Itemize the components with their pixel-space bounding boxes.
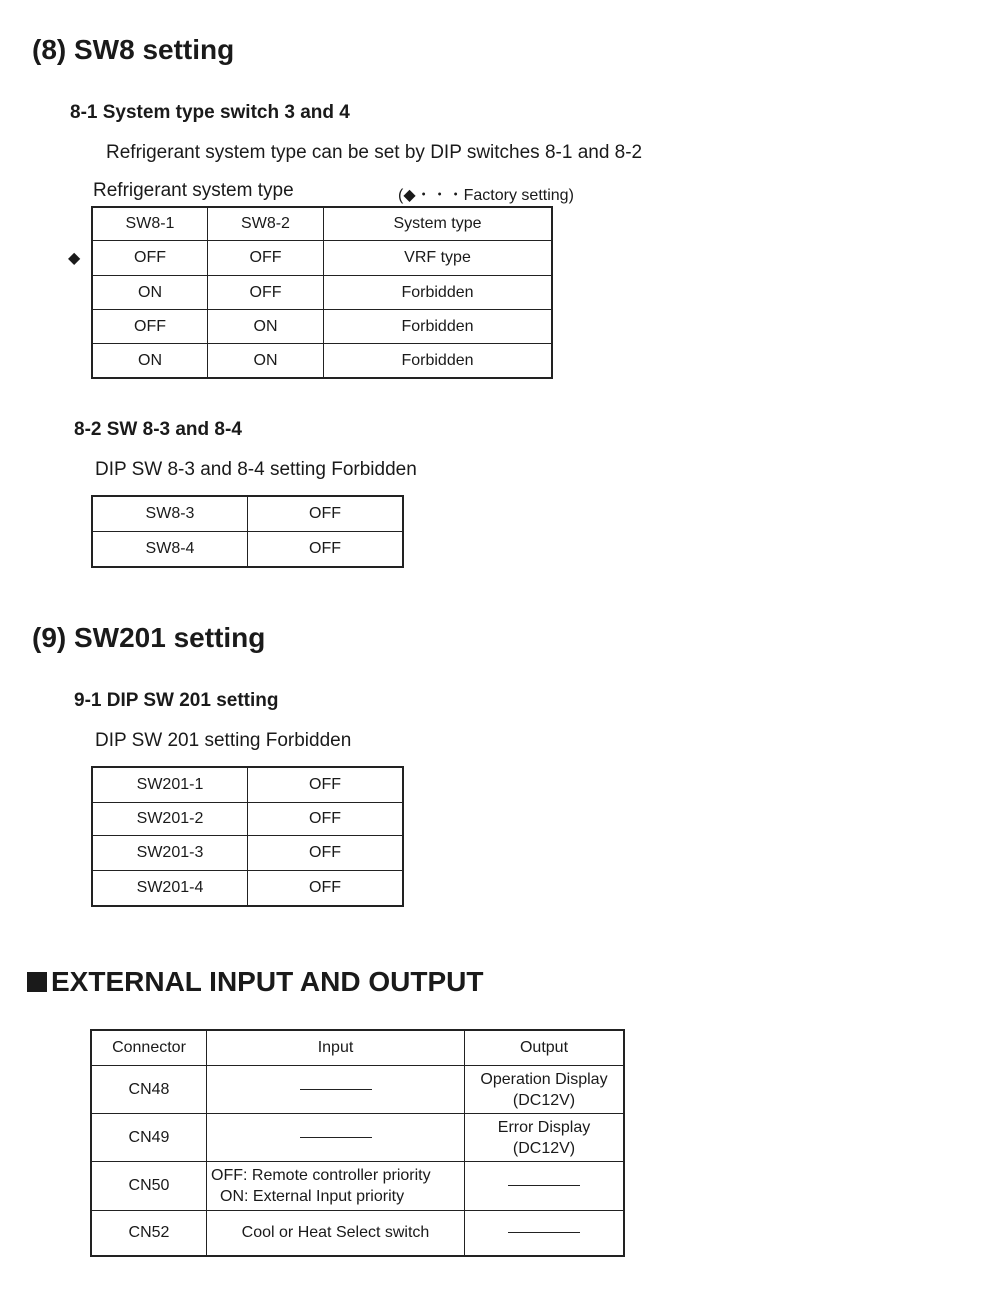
table-row (93, 276, 552, 310)
description-8-2: DIP SW 8-3 and 8-4 setting Forbidden (95, 459, 417, 480)
connector-cell: CN50 (92, 1162, 207, 1211)
table-row (92, 1114, 624, 1162)
input-cell (207, 1066, 465, 1114)
table-caption: Refrigerant system type (93, 180, 294, 201)
table-row (92, 1211, 624, 1256)
factory-marker-icon: ◆ (68, 250, 81, 267)
output-line: Operation Display (480, 1070, 608, 1088)
input-line: ON: External Input priority (220, 1188, 405, 1205)
output-line: (DC12V) (512, 1139, 576, 1157)
table-cell: SW201-3 (93, 836, 248, 871)
description-8-1: Refrigerant system type can be set by DIP switches 8-1 and 8-2 (106, 142, 643, 163)
header-cell: SW8-2 (208, 208, 324, 241)
table-row (92, 1066, 624, 1114)
connector-cell: CN48 (92, 1066, 207, 1114)
dash-line (508, 1185, 580, 1186)
table-cell: OFF (248, 871, 403, 906)
io-table (91, 1030, 624, 1256)
subsection-title-8-1: 8-1 System type switch 3 and 4 (70, 102, 350, 123)
table-row (93, 768, 403, 803)
black-square-icon (27, 972, 47, 992)
system-type-table (92, 207, 552, 378)
table-cell: OFF (248, 532, 403, 567)
table-cell: SW201-2 (93, 803, 248, 836)
input-line: OFF: Remote controller priority (211, 1167, 431, 1184)
table-row (93, 871, 403, 906)
header-cell: System type (324, 208, 552, 241)
table-cell: OFF (248, 836, 403, 871)
table-cell: ON (93, 344, 208, 378)
table-cell: OFF (208, 241, 324, 276)
subsection-title-9-1: 9-1 DIP SW 201 setting (74, 690, 279, 711)
table-cell: SW8-3 (93, 497, 248, 532)
connector-cell: CN49 (92, 1114, 207, 1162)
subsection-title-8-2: 8-2 SW 8-3 and 8-4 (74, 419, 242, 440)
input-cell: Cool or Heat Select switch (207, 1211, 465, 1256)
table-cell: OFF (248, 497, 403, 532)
section-title-io (27, 966, 483, 998)
output-cell (465, 1162, 624, 1211)
io-title-text: EXTERNAL INPUT AND OUTPUT (51, 966, 484, 997)
input-cell (207, 1162, 465, 1211)
table-cell: OFF (248, 803, 403, 836)
table-cell: Forbidden (324, 276, 552, 310)
output-line: Error Display (497, 1118, 591, 1136)
table-cell: ON (208, 344, 324, 378)
table-cell: Forbidden (324, 344, 552, 378)
table-cell: ON (208, 310, 324, 344)
table-row (93, 344, 552, 378)
header-cell: Connector (92, 1031, 207, 1066)
table-row (93, 497, 403, 532)
dash-line (300, 1089, 372, 1090)
table-row (93, 836, 403, 871)
table-cell: ON (93, 276, 208, 310)
table-row (93, 241, 552, 276)
table-cell: SW8-4 (93, 532, 248, 567)
sw201-table (92, 767, 403, 906)
table-row (93, 803, 403, 836)
table-cell: OFF (93, 310, 208, 344)
connector-cell: CN52 (92, 1211, 207, 1256)
output-cell (465, 1114, 624, 1162)
table-row (93, 310, 552, 344)
table-cell: SW201-1 (93, 768, 248, 803)
dash-line (508, 1232, 580, 1233)
factory-setting-note: (◆・・・Factory setting) (398, 187, 574, 204)
dash-line (300, 1137, 372, 1138)
input-cell (207, 1114, 465, 1162)
table-cell: OFF (208, 276, 324, 310)
table-cell: OFF (248, 768, 403, 803)
table-cell: OFF (93, 241, 208, 276)
header-cell: SW8-1 (93, 208, 208, 241)
output-cell (465, 1066, 624, 1114)
header-cell: Output (465, 1031, 624, 1066)
header-cell: Input (207, 1031, 465, 1066)
sw8-3-4-table (92, 496, 403, 567)
table-row (92, 1162, 624, 1211)
section-title-sw201: (9) SW201 setting (32, 622, 266, 653)
description-9-1: DIP SW 201 setting Forbidden (95, 730, 352, 751)
table-row (93, 532, 403, 567)
table-cell: Forbidden (324, 310, 552, 344)
section-title-sw8: (8) SW8 setting (32, 34, 235, 65)
output-cell (465, 1211, 624, 1256)
table-cell: VRF type (324, 241, 552, 276)
output-line: (DC12V) (512, 1091, 576, 1109)
table-cell: SW201-4 (93, 871, 248, 906)
